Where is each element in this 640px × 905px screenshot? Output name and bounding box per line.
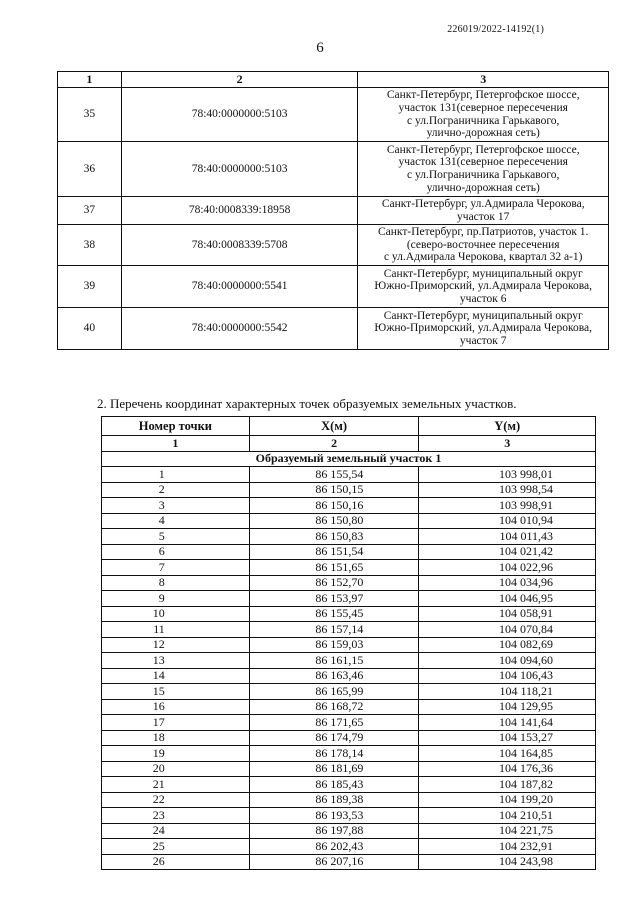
- point-number: 26: [102, 854, 250, 870]
- y-coordinate: 104 118,21: [419, 684, 596, 700]
- address-line: участок 17: [457, 210, 510, 223]
- row-number: 35: [58, 88, 122, 142]
- point-number: 24: [102, 823, 250, 839]
- table-row: [58, 197, 609, 225]
- address-line: Санкт-Петербург, муниципальный округ: [383, 267, 583, 280]
- address-line: Санкт-Петербург, Петергофское шоссе,: [386, 143, 580, 156]
- table-row: [102, 560, 596, 576]
- y-coordinate: 104 011,43: [419, 529, 596, 545]
- table-row: [102, 839, 596, 855]
- table-row: [58, 308, 609, 350]
- table-row: [102, 637, 596, 653]
- point-number: 2: [102, 482, 250, 498]
- y-coordinate: 104 022,96: [419, 560, 596, 576]
- address-cell: [358, 225, 609, 266]
- address-line: участок 131(северное пересечения: [398, 101, 568, 114]
- x-coordinate: 86 165,99: [249, 684, 419, 700]
- point-number: 25: [102, 839, 250, 855]
- table-row: [102, 498, 596, 514]
- x-coordinate: 86 152,70: [249, 575, 419, 591]
- table-header-row: [102, 417, 596, 436]
- row-number: 38: [58, 225, 122, 266]
- row-number: 40: [58, 308, 122, 350]
- table-row: [102, 777, 596, 793]
- x-coordinate: 86 150,15: [249, 482, 419, 498]
- x-coordinate: 86 189,38: [249, 792, 419, 808]
- column-header: X(м): [249, 417, 419, 436]
- section-title: Образуемый земельный участок 1: [102, 451, 596, 467]
- table-row: [102, 761, 596, 777]
- y-coordinate: 103 998,01: [419, 467, 596, 483]
- x-coordinate: 86 157,14: [249, 622, 419, 638]
- point-number: 18: [102, 730, 250, 746]
- y-coordinate: 104 210,51: [419, 808, 596, 824]
- y-coordinate: 104 187,82: [419, 777, 596, 793]
- address-line: улично-дорожная сеть): [426, 127, 540, 140]
- x-coordinate: 86 193,53: [249, 808, 419, 824]
- table-row: [102, 684, 596, 700]
- point-number: 3: [102, 498, 250, 514]
- x-coordinate: 86 151,65: [249, 560, 419, 576]
- row-number: 39: [58, 266, 122, 308]
- x-coordinate: 86 163,46: [249, 668, 419, 684]
- table-row: [102, 544, 596, 560]
- table-row: [102, 823, 596, 839]
- cadastral-number: 78:40:0008339:5708: [121, 225, 358, 266]
- y-coordinate: 104 106,43: [419, 668, 596, 684]
- address-line: участок 6: [459, 292, 507, 305]
- address-cell: [358, 197, 609, 225]
- column-index-row: [102, 436, 596, 452]
- column-header: Y(м): [419, 417, 596, 436]
- address-line: Южно-Приморский, ул.Адмирала Черокова,: [374, 322, 593, 335]
- address-line: участок 7: [459, 334, 507, 347]
- table-row: [102, 792, 596, 808]
- point-number: 20: [102, 761, 250, 777]
- x-coordinate: 86 174,79: [249, 730, 419, 746]
- y-coordinate: 104 221,75: [419, 823, 596, 839]
- column-header: 1: [58, 72, 122, 88]
- y-coordinate: 104 176,36: [419, 761, 596, 777]
- table-row: [102, 482, 596, 498]
- address-line: участок 131(северное пересечения: [398, 156, 568, 169]
- y-coordinate: 104 082,69: [419, 637, 596, 653]
- x-coordinate: 86 161,15: [249, 653, 419, 669]
- point-number: 6: [102, 544, 250, 560]
- y-coordinate: 104 058,91: [419, 606, 596, 622]
- table-row: [102, 746, 596, 762]
- x-coordinate: 86 151,54: [249, 544, 419, 560]
- point-number: 7: [102, 560, 250, 576]
- table-row: [102, 529, 596, 545]
- address-cell: [358, 142, 609, 197]
- column-index: 3: [419, 436, 596, 452]
- column-index: 2: [249, 436, 419, 452]
- address-line: Южно-Приморский, ул.Адмирала Черокова,: [374, 280, 593, 293]
- row-number: 36: [58, 142, 122, 197]
- table-row: [102, 653, 596, 669]
- cadastral-number: 78:40:0008339:18958: [121, 197, 358, 225]
- address-cell: [358, 266, 609, 308]
- y-coordinate: 104 243,98: [419, 854, 596, 870]
- x-coordinate: 86 197,88: [249, 823, 419, 839]
- section-row: [102, 451, 596, 467]
- address-line: Санкт-Петербург, муниципальный округ: [383, 309, 583, 322]
- column-header: Номер точки: [102, 417, 250, 436]
- x-coordinate: 86 185,43: [249, 777, 419, 793]
- y-coordinate: 103 998,54: [419, 482, 596, 498]
- point-number: 22: [102, 792, 250, 808]
- address-line: (северо-восточнее пересечения: [406, 238, 560, 251]
- x-coordinate: 86 168,72: [249, 699, 419, 715]
- address-cell: [358, 88, 609, 142]
- point-number: 19: [102, 746, 250, 762]
- y-coordinate: 104 141,64: [419, 715, 596, 731]
- land-plots-table: [57, 71, 609, 350]
- point-number: 12: [102, 637, 250, 653]
- coordinates-table: [101, 416, 596, 870]
- address-line: улично-дорожная сеть): [426, 181, 540, 194]
- document-number: 226019/2022-14192(1): [447, 24, 544, 35]
- table-row: [102, 591, 596, 607]
- point-number: 9: [102, 591, 250, 607]
- x-coordinate: 86 178,14: [249, 746, 419, 762]
- y-coordinate: 104 199,20: [419, 792, 596, 808]
- y-coordinate: 104 034,96: [419, 575, 596, 591]
- table-row: [58, 225, 609, 266]
- cadastral-number: 78:40:0000000:5103: [121, 88, 358, 142]
- column-header: 3: [358, 72, 609, 88]
- x-coordinate: 86 150,80: [249, 513, 419, 529]
- address-cell: [358, 308, 609, 350]
- x-coordinate: 86 181,69: [249, 761, 419, 777]
- x-coordinate: 86 171,65: [249, 715, 419, 731]
- table-row: [102, 467, 596, 483]
- y-coordinate: 104 070,84: [419, 622, 596, 638]
- y-coordinate: 104 094,60: [419, 653, 596, 669]
- y-coordinate: 104 164,85: [419, 746, 596, 762]
- x-coordinate: 86 150,83: [249, 529, 419, 545]
- y-coordinate: 104 010,94: [419, 513, 596, 529]
- table-row: [102, 854, 596, 870]
- address-line: Санкт-Петербург, ул.Адмирала Черокова,: [381, 198, 585, 210]
- table-row: [102, 668, 596, 684]
- y-coordinate: 104 129,95: [419, 699, 596, 715]
- table-row: [58, 142, 609, 197]
- table-header-row: [58, 72, 609, 88]
- x-coordinate: 86 150,16: [249, 498, 419, 514]
- point-number: 16: [102, 699, 250, 715]
- table-row: [102, 606, 596, 622]
- x-coordinate: 86 207,16: [249, 854, 419, 870]
- y-coordinate: 103 998,91: [419, 498, 596, 514]
- address-line: с ул.Пограничника Гарькавого,: [407, 114, 560, 127]
- point-number: 21: [102, 777, 250, 793]
- point-number: 1: [102, 467, 250, 483]
- x-coordinate: 86 202,43: [249, 839, 419, 855]
- table-row: [102, 730, 596, 746]
- x-coordinate: 86 155,45: [249, 606, 419, 622]
- y-coordinate: 104 232,91: [419, 839, 596, 855]
- table-row: [58, 266, 609, 308]
- point-number: 17: [102, 715, 250, 731]
- point-number: 15: [102, 684, 250, 700]
- point-number: 5: [102, 529, 250, 545]
- table-row: [58, 88, 609, 142]
- point-number: 11: [102, 622, 250, 638]
- x-coordinate: 86 155,54: [249, 467, 419, 483]
- point-number: 23: [102, 808, 250, 824]
- table-row: [102, 513, 596, 529]
- point-number: 14: [102, 668, 250, 684]
- row-number: 37: [58, 197, 122, 225]
- address-line: Санкт-Петербург, пр.Патриотов, участок 1.: [378, 226, 589, 239]
- point-number: 4: [102, 513, 250, 529]
- cadastral-number: 78:40:0000000:5541: [121, 266, 358, 308]
- x-coordinate: 86 159,03: [249, 637, 419, 653]
- point-number: 13: [102, 653, 250, 669]
- point-number: 8: [102, 575, 250, 591]
- cadastral-number: 78:40:0000000:5542: [121, 308, 358, 350]
- x-coordinate: 86 153,97: [249, 591, 419, 607]
- address-line: с ул.Адмирала Черокова, квартал 32 а-1): [383, 251, 583, 264]
- cadastral-number: 78:40:0000000:5103: [121, 142, 358, 197]
- address-line: Санкт-Петербург, Петергофское шоссе,: [386, 89, 580, 102]
- table-row: [102, 699, 596, 715]
- y-coordinate: 104 153,27: [419, 730, 596, 746]
- table-row: [102, 715, 596, 731]
- table-row: [102, 622, 596, 638]
- page-number: 6: [316, 40, 324, 56]
- table-row: [102, 808, 596, 824]
- table-row: [102, 575, 596, 591]
- section-heading: 2. Перечень координат характерных точек образуемых земельных участков.: [97, 396, 517, 411]
- address-line: с ул.Пограничника Гарькавого,: [407, 169, 560, 181]
- column-header: 2: [121, 72, 358, 88]
- point-number: 10: [102, 606, 250, 622]
- y-coordinate: 104 021,42: [419, 544, 596, 560]
- y-coordinate: 104 046,95: [419, 591, 596, 607]
- column-index: 1: [102, 436, 250, 452]
